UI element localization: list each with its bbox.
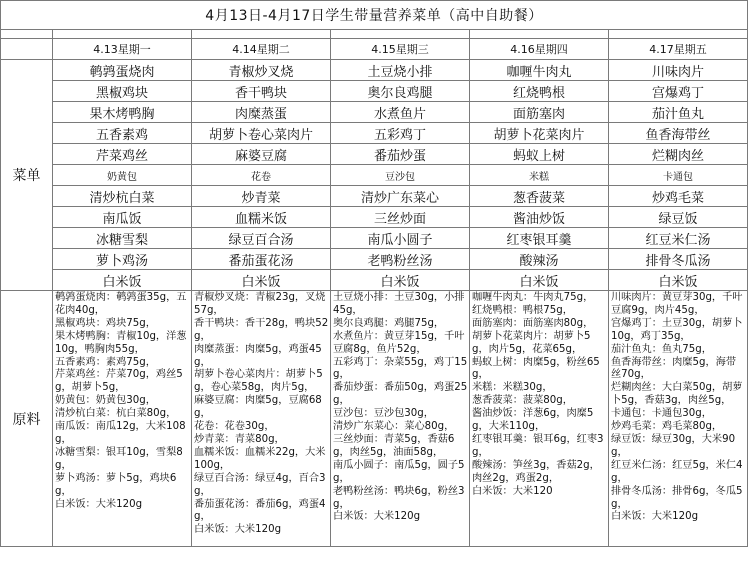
dish-friday: 卡通包: [609, 165, 748, 186]
dish-thursday: 蚂蚁上树: [470, 144, 609, 165]
menu-row: [1, 249, 748, 270]
day-header-monday: 4.13星期一: [53, 39, 192, 60]
ingredient-line: 面筋塞肉：面筋塞肉80g，: [472, 317, 594, 329]
ingredient-line: 白米饭：大米120g: [611, 511, 699, 523]
dish-friday: 红豆米仁汤: [609, 228, 748, 249]
ingredient-line: 胡萝卜花菜肉片：胡萝卜5g，肉片5g，花菜65g，: [472, 330, 591, 355]
ingredient-list: [192, 291, 330, 537]
ingredient-line: 红烧鸭根：鸭根75g，: [472, 304, 573, 316]
ingredient-line: 绿豆饭：绿豆30g，大米90g，: [611, 433, 736, 458]
dish-friday: 鱼香海带丝: [609, 123, 748, 144]
dish-thursday: 红枣银耳羹: [470, 228, 609, 249]
dish-monday: 鹌鹑蛋烧肉: [53, 60, 192, 81]
ingredients-wednesday: [331, 291, 470, 547]
menu-row: [1, 270, 748, 291]
ingredient-line: 鱼香海带丝：肉糜5g，海带丝70g，: [611, 356, 737, 381]
dish-tuesday: 番茄蛋花汤: [192, 249, 331, 270]
menu-row: [1, 60, 748, 81]
ingredient-line: 土豆烧小排：土豆30g，小排45g，: [333, 292, 465, 316]
ingredient-line: 白米饭：大米120: [472, 485, 553, 497]
ingredient-line: 酱油炒饭：洋葱6g，肉糜5g，大米110g，: [472, 408, 594, 433]
ingredient-line: 葱香菠菜：菠菜80g，: [472, 395, 573, 407]
dish-thursday: 白米饭: [470, 270, 609, 291]
spacer-row: [1, 30, 748, 39]
dish-tuesday: 香干鸭块: [192, 81, 331, 102]
ingredient-line: 酸辣汤：笋丝3g，香菇2g，肉丝2g，鸡蛋2g，: [472, 459, 600, 484]
ingredient-line: 奶黄包：奶黄包30g，: [55, 395, 156, 407]
day-header-wednesday: 4.15星期三: [331, 39, 470, 60]
ingredient-line: 南瓜饭：南瓜12g，大米108g，: [55, 421, 186, 445]
ingredient-line: 白米饭：大米120g: [55, 498, 143, 510]
dish-wednesday: 豆沙包: [331, 165, 470, 186]
dish-friday: 烂糊肉丝: [609, 144, 748, 165]
dish-wednesday: 五彩鸡丁: [331, 123, 470, 144]
ingredient-line: 青椒炒叉烧：青椒23g，叉烧57g，: [194, 292, 326, 316]
dish-friday: 茄汁鱼丸: [609, 102, 748, 123]
dish-tuesday: 血糯米饭: [192, 207, 331, 228]
ingredient-line: 炒鸡毛菜：鸡毛菜80g，: [611, 421, 723, 433]
menu-row: [1, 228, 748, 249]
dish-wednesday: 三丝炒面: [331, 207, 470, 228]
ingredient-line: 肉糜蒸蛋：肉糜5g，鸡蛋45g，: [194, 343, 322, 368]
title-row: [1, 1, 748, 30]
ingredient-list: [470, 291, 608, 499]
menu-row: [1, 207, 748, 228]
menu-row: [1, 165, 748, 186]
ingredient-line: 南瓜小圆子：南瓜5g，圆子5g，: [333, 459, 465, 484]
dish-thursday: 面筋塞肉: [470, 102, 609, 123]
dish-wednesday: 南瓜小圆子: [331, 228, 470, 249]
dish-wednesday: 水煮鱼片: [331, 102, 470, 123]
dish-thursday: 咖喱牛肉丸: [470, 60, 609, 81]
dish-tuesday: 白米饭: [192, 270, 331, 291]
dish-thursday: 酸辣汤: [470, 249, 609, 270]
ingredient-line: 烂糊肉丝：大白菜50g，胡萝卜5g，香菇3g，肉丝5g，: [611, 382, 743, 407]
dish-friday: 炒鸡毛菜: [609, 186, 748, 207]
ingredient-line: 咖喱牛肉丸：牛肉丸75g，: [472, 292, 594, 303]
ingredient-line: 清炒广东菜心：菜心80g，: [333, 421, 455, 433]
dish-tuesday: 胡萝卜卷心菜肉片: [192, 123, 331, 144]
dish-monday: 白米饭: [53, 270, 192, 291]
ingredient-line: 清炒杭白菜：杭白菜80g，: [55, 408, 177, 420]
dish-wednesday: 奥尔良鸡腿: [331, 81, 470, 102]
dish-monday: 奶黄包: [53, 165, 192, 186]
day-header-row: [1, 39, 748, 60]
ingredient-line: 番茄炒蛋：番茄50g，鸡蛋25g，: [333, 382, 468, 407]
dish-thursday: 米糕: [470, 165, 609, 186]
dish-friday: 白米饭: [609, 270, 748, 291]
ingredients-tuesday: [192, 291, 331, 547]
ingredient-line: 五彩鸡丁：杂菜55g，鸡丁15g，: [333, 356, 468, 381]
dish-thursday: 红烧鸭根: [470, 81, 609, 102]
ingredient-line: 炒青菜：青菜80g，: [194, 433, 285, 445]
ingredient-line: 豆沙包：豆沙包30g，: [333, 408, 434, 420]
ingredient-line: 米糕：米糕30g，: [472, 382, 553, 394]
dish-monday: 清炒杭白菜: [53, 186, 192, 207]
ingredient-line: 萝卜鸡汤：萝卜5g，鸡块6g，: [55, 472, 177, 497]
ingredient-list: [331, 291, 469, 524]
dish-wednesday: 土豆烧小排: [331, 60, 470, 81]
dish-monday: 黑椒鸡块: [53, 81, 192, 102]
dish-tuesday: 肉糜蒸蛋: [192, 102, 331, 123]
ingredient-line: 宫爆鸡丁：土豆30g，胡萝卜10g，鸡丁35g，: [611, 317, 743, 342]
ingredient-line: 茄汁鱼丸：鱼丸75g，: [611, 343, 712, 355]
dish-wednesday: 老鸭粉丝汤: [331, 249, 470, 270]
dish-wednesday: 清炒广东菜心: [331, 186, 470, 207]
ingredients-friday: [609, 291, 748, 547]
dish-tuesday: 炒青菜: [192, 186, 331, 207]
ingredient-line: 花卷：花卷30g，: [194, 421, 275, 433]
dish-monday: 萝卜鸡汤: [53, 249, 192, 270]
ingredient-line: 白米饭：大米120g: [333, 511, 421, 523]
ingredient-line: 胡萝卜卷心菜肉片：胡萝卜5g，卷心菜58g，肉片5g，: [194, 369, 323, 394]
ingredient-line: 排骨冬瓜汤：排骨6g，冬瓜5g，: [611, 485, 743, 510]
dish-tuesday: 花卷: [192, 165, 331, 186]
page-title: 4月13日-4月17日学生带量营养菜单（高中自助餐）: [1, 1, 748, 30]
ingredient-line: 血糯米饭：血糯米22g，大米100g，: [194, 446, 326, 471]
menu-row: [1, 186, 748, 207]
ingredient-line: 老鸭粉丝汤：鸭块6g，粉丝3g，: [333, 485, 465, 510]
dish-monday: 芹菜鸡丝: [53, 144, 192, 165]
dish-thursday: 酱油炒饭: [470, 207, 609, 228]
dish-monday: 五香素鸡: [53, 123, 192, 144]
ingredient-line: 绿豆百合汤：绿豆4g，百合3g，: [194, 472, 326, 497]
menu-row: [1, 81, 748, 102]
ingredients-thursday: [470, 291, 609, 547]
menu-row: [1, 144, 748, 165]
ingredient-line: 香干鸭块：香干28g，鸭块52g，: [194, 317, 329, 342]
dish-thursday: 葱香菠菜: [470, 186, 609, 207]
ingredient-line: 鹌鹑蛋烧肉：鹌鹑蛋35g，五花肉40g，: [55, 292, 187, 316]
menu-row: [1, 123, 748, 144]
dish-monday: 冰糖雪梨: [53, 228, 192, 249]
ingredient-line: 果木烤鸭胸：青椒10g，洋葱10g，鸭胸肉55g，: [55, 330, 187, 355]
ingredient-line: 水煮鱼片：黄豆芽15g，千叶豆腐8g，鱼片52g，: [333, 330, 465, 355]
ingredient-line: 卡通包：卡通包30g，: [611, 408, 712, 420]
ingredients-row: [1, 291, 748, 547]
dish-tuesday: 青椒炒叉烧: [192, 60, 331, 81]
dish-friday: 川味肉片: [609, 60, 748, 81]
dish-friday: 排骨冬瓜汤: [609, 249, 748, 270]
dish-friday: 宫爆鸡丁: [609, 81, 748, 102]
ingredient-line: 红豆米仁汤：红豆5g，米仁4g，: [611, 459, 743, 484]
ingredients-monday: [53, 291, 192, 547]
ingredient-line: 红枣银耳羹：银耳6g，红枣3g，: [472, 433, 604, 458]
dish-wednesday: 白米饭: [331, 270, 470, 291]
ingredient-line: 奥尔良鸡腿：鸡腿75g，: [333, 317, 445, 329]
ingredient-line: 黑椒鸡块：鸡块75g，: [55, 317, 156, 329]
menu-row: [1, 102, 748, 123]
ingredients-section-label: 原料: [1, 291, 53, 547]
ingredient-line: 冰糖雪梨：银耳10g，雪梨8g，: [55, 446, 183, 471]
ingredient-list: [609, 291, 747, 524]
ingredient-line: 白米饭：大米120g: [194, 524, 282, 536]
dish-friday: 绿豆饭: [609, 207, 748, 228]
dish-tuesday: 绿豆百合汤: [192, 228, 331, 249]
ingredient-list: [53, 291, 191, 511]
ingredient-line: 芹菜鸡丝：芹菜70g，鸡丝5g，胡萝卜5g，: [55, 369, 183, 394]
ingredient-line: 五香素鸡：素鸡75g，: [55, 356, 156, 368]
ingredient-line: 麻婆豆腐：肉糜5g，豆腐68g，: [194, 395, 322, 420]
ingredient-line: 蚂蚁上树：肉糜5g，粉丝65g，: [472, 356, 600, 381]
day-header-tuesday: 4.14星期二: [192, 39, 331, 60]
dish-thursday: 胡萝卜花菜肉片: [470, 123, 609, 144]
dish-monday: 果木烤鸭胸: [53, 102, 192, 123]
dish-wednesday: 番茄炒蛋: [331, 144, 470, 165]
day-header-friday: 4.17星期五: [609, 39, 748, 60]
dish-tuesday: 麻婆豆腐: [192, 144, 331, 165]
menu-section-label: 菜单: [1, 60, 53, 291]
dish-monday: 南瓜饭: [53, 207, 192, 228]
ingredient-line: 川味肉片：黄豆芽30g，千叶豆腐9g，肉片45g，: [611, 292, 743, 316]
day-header-thursday: 4.16星期四: [470, 39, 609, 60]
ingredient-line: 三丝炒面：青菜5g，香菇6g，肉丝5g，油面58g，: [333, 433, 455, 458]
ingredient-line: 番茄蛋花汤：番茄6g，鸡蛋4g，: [194, 498, 326, 523]
